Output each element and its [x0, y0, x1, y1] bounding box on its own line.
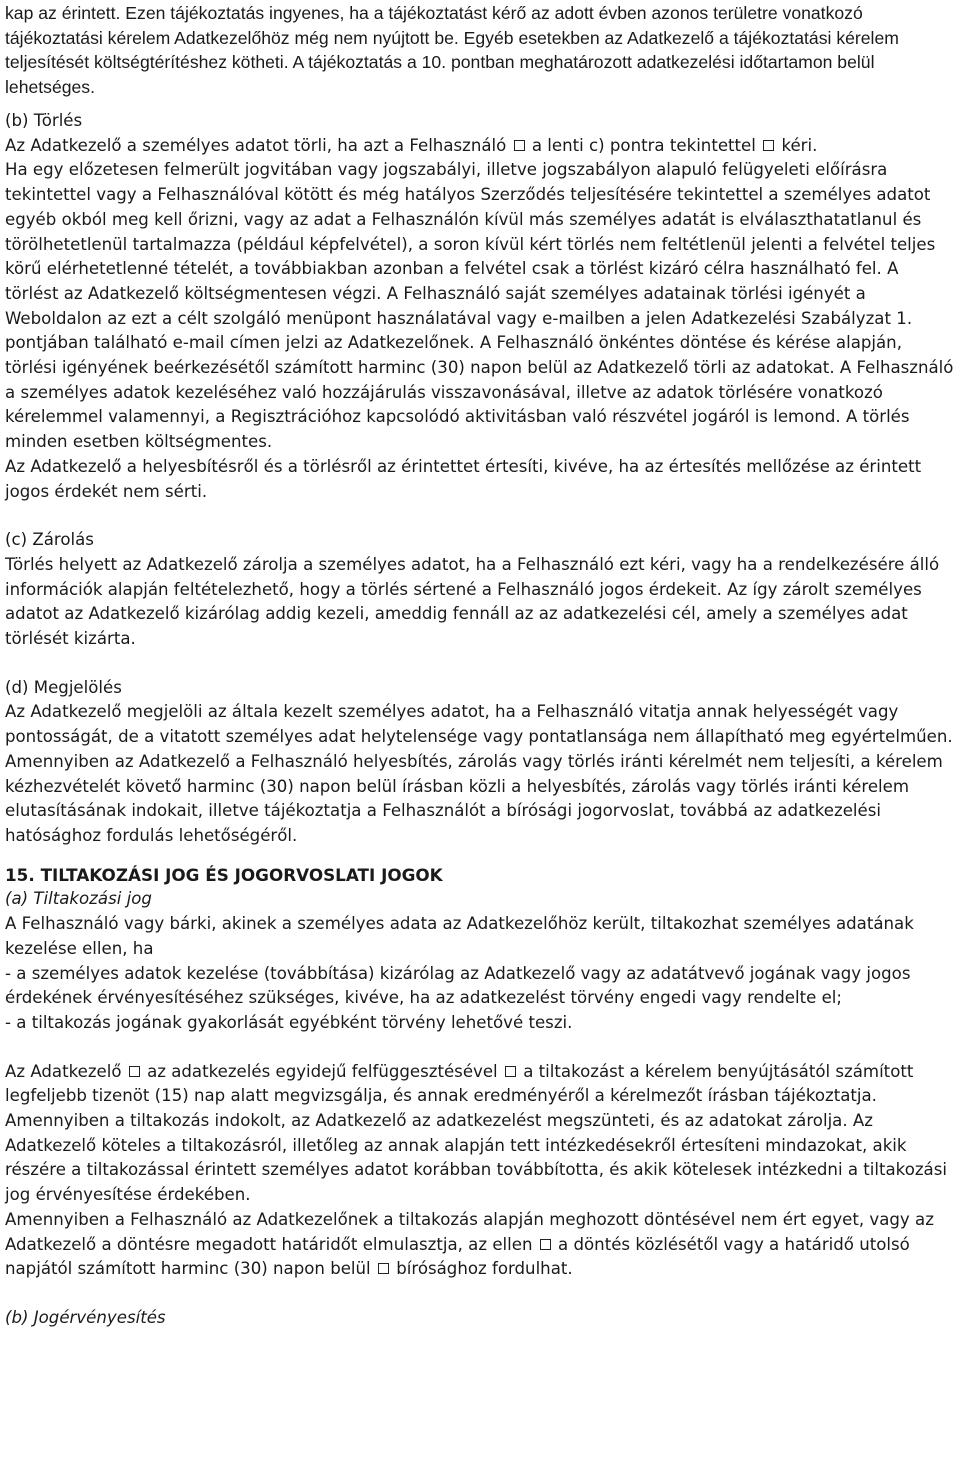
section-b-line1-c: kéri. [781, 135, 818, 155]
section-15a-list-item-1: - a személyes adatok kezelése (továbbítása) kizárólag az Adatkezelő vagy az adatátvevő jogának vagy jogos érdekének érvényesítéséhez szükséges, kivéve, ha az adatkezelést törvény engedi vagy rendelte el; [5, 963, 911, 1008]
section-15a-p2-c: a tiltakozást a kérelem benyújtásától számított legfeljebb tizenöt (15) nap alatt megvizsgálja, és annak eredményéről a kérelmezőt írásban tájékoztatja. Amennyiben a tiltakozás indokolt, az Adatkezelő az adatkezelést megszünteti, és az adatokat zárolja. Az Adatkezelő köteles a tiltakozásról, illetőleg az annak alapján tett intézkedésekről értesíteni mindazokat, akik részére a tiltakozással érintett személyes adatot korábban továbbította, és akik kötelesek intézkedni a tiltakozási jog érvényesítése érdekében. [5, 1061, 947, 1205]
checkbox-glyph-icon [129, 1066, 140, 1077]
section-15a-p2-b: az adatkezelés egyidejű felfüggesztésével [147, 1061, 498, 1081]
section-15a-p3-c: bírósághoz fordulhat. [396, 1259, 573, 1279]
section-b-line1-a: Az Adatkezelő a személyes adatot törli, ha azt a Felhasználó [5, 135, 507, 155]
section-c-heading: (c) Zárolás [5, 530, 94, 550]
section-d-heading: (d) Megjelölés [5, 677, 122, 697]
section-b-paragraph-2: Az Adatkezelő a helyesbítésről és a törlésről az érintettet értesíti, kivéve, ha az értesítés mellőzése az érintett jogos érdekét nem sérti. [5, 456, 922, 501]
section-15b-heading: (b) Jogérvényesítés [5, 1307, 166, 1327]
checkbox-glyph-icon [763, 140, 774, 151]
section-d-paragraph-1: Az Adatkezelő megjelöli az általa kezelt személyes adatot, ha a Felhasználó vitatja annak helyességét vagy pontosságát, de a vitatott személyes adat helytelensége vagy pontatlansága nem állapítható meg egyértelműen. [5, 702, 953, 747]
section-15a-p3-b: a döntés közlésétől vagy a határidő utolsó napjától számított harminc (30) napon belül [5, 1234, 910, 1279]
section-b-line1-b: a lenti c) pontra tekintettel [531, 135, 756, 155]
section-15a-list-item-2: - a tiltakozás jogának gyakorlását egyébként törvény lehetővé teszi. [5, 1012, 573, 1032]
section-15-title: 15. TILTAKOZÁSI JOG ÉS JOGORVOSLATI JOGOK [5, 864, 443, 885]
section-15a-p2-a: Az Adatkezelő [5, 1061, 122, 1081]
section-15a-p3-a: Amennyiben a Felhasználó az Adatkezelőnek a tiltakozás alapján meghozott döntésével nem ért egyet, vagy az Adatkezelő a döntésre megadott határidőt elmulasztja, az ellen [5, 1209, 934, 1254]
section-15a-paragraph-1: A Felhasználó vagy bárki, akinek a személyes adata az Adatkezelőhöz került, tiltakozhat személyes adatának kezelése ellen, ha [5, 914, 914, 958]
section-15a-paragraph-2 [5, 1060, 955, 1208]
intro-paragraph: kap az érintett. Ezen tájékoztatás ingyenes, ha a tájékoztatást kérő az adott évben azonos területre vonatkozó tájékoztatási kérelem Adatkezelőhöz még nem nyújtott be. Egyéb esetekben az Adatkezelő a tájékoztatási kérelem teljesítését költségtérítéshez kötheti. A tájékoztatás a 10. pontban meghatározott adatkezelési időtartamon belül lehetséges. [5, 3, 899, 97]
section-b-paragraph-1: Ha egy előzetesen felmerült jogvitában vagy jogszabályi, illetve jogszabályon alapuló felügyeleti előírásra tekintettel vagy a Felhasználóval kötött és még hatályos Szerződés teljesítésére tekintettel a személyes adatot egyéb okból meg kell őrizni, vagy az adat a Felhasználón kívül más személyes adatát is elválaszthatatlanul és törölhetetlenül tartalmazza (például képfelvétel), a soron kívül kért törlés nem feltétlenül jelenti a felvétel teljes körű elérhetetlenné tételét, a továbbiakban azonban a felvétel csak a törlést kizáró célra használható fel. A törlést az Adatkezelő költségmentesen végzi. A Felhasználó saját személyes adatainak törlési igényét a Weboldalon az ezt a célt szolgáló menüpont használatával vagy e-mailben a jelen Adatkezelési Szabályzat 1. pontjában található e-mail címen jelzi az Adatkezelőnek. A Felhasználó önkéntes döntése és kérése alapján, törlési igényének beérkezésétől számított harminc (30) napon belül az Adatkezelő törli az adatokat. A Felhasználó a személyes adatok kezeléséhez való hozzájárulás visszavonásával, illetve az adatok törlésére vonatkozó kérelemmel valamennyi, a Regisztrációhoz kapcsolódó aktivitásban való részvétel jogáról is lemond. A törlés minden esetben költségmentes. [5, 160, 954, 452]
checkbox-glyph-icon [378, 1263, 389, 1274]
section-c-paragraph-1: Törlés helyett az Adatkezelő zárolja a személyes adatot, ha a Felhasználó ezt kéri, vagy ha a rendelkezésére álló információk alapján feltételezhető, hogy a törlés sértené a Felhasználó jogos érdekeit. Az így zárolt személyes adatot az Adatkezelő kizárólag addig kezeli, ameddig fennáll az az adatkezelési cél, amely a személyes adat törlését kizárta. [5, 554, 940, 649]
section-b-heading: (b) Törlés [5, 111, 83, 130]
section-b-line1 [5, 134, 955, 159]
section-15a-paragraph-3 [5, 1208, 955, 1282]
section-15a-heading: (a) Tiltakozási jog [5, 889, 152, 909]
section-d-paragraph-2: Amennyiben az Adatkezelő a Felhasználó helyesbítés, zárolás vagy törlés iránti kérelmét nem teljesíti, a kérelem kézhezvételét követő harminc (30) napon belül írásban közli a helyesbítés, zárolás vagy törlés iránti kérelem elutasításának indokait, illetve tájékoztatja a Felhasználót a bírósági jogorvoslat, továbbá az adatkezelési hatósághoz fordulás lehetőségéről. [5, 751, 943, 845]
document-page [5, 0, 955, 1331]
checkbox-glyph-icon [540, 1239, 551, 1250]
checkbox-glyph-icon [505, 1066, 516, 1077]
checkbox-glyph-icon [514, 140, 525, 151]
